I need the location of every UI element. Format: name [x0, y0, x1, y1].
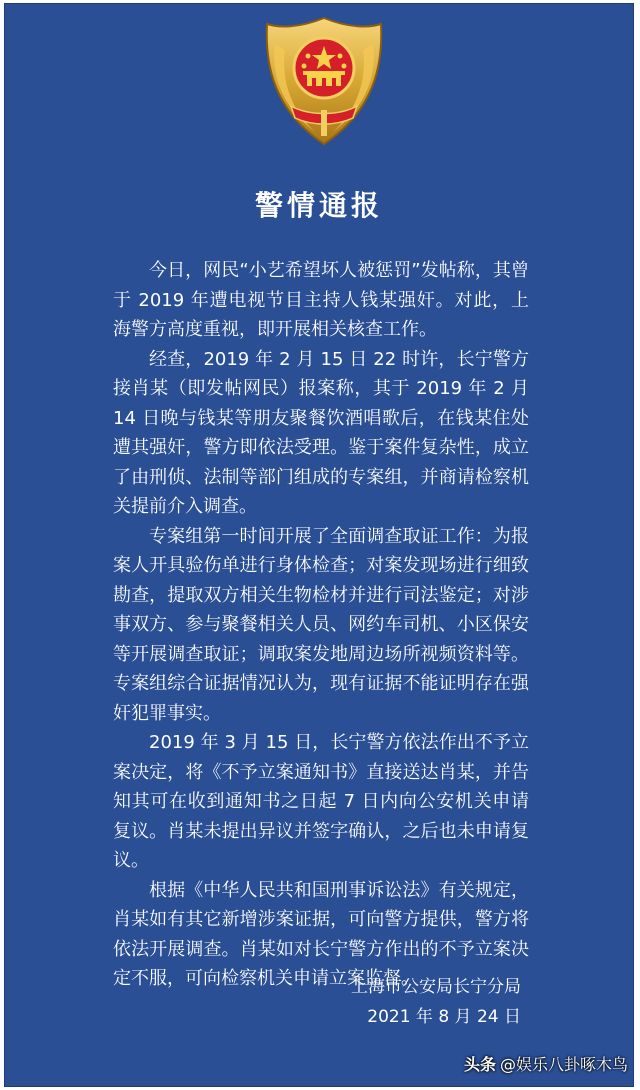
paragraph: 今日，网民“小艺希望坏人被惩罚”发帖称，其曾于 2019 年遭电视节目主持人钱某强奸。对此，上海警方高度重视，即开展相关核查工作。: [113, 260, 529, 340]
signature-block: [351, 972, 521, 1032]
notice-body: [113, 256, 529, 994]
notice-background: [4, 3, 634, 1087]
paragraph: 专案组第一时间开展了全面调查取证工作：为报案人开具验伤单进行身体检查；对案发现场进行细致勘查，提取双方相关生物检材并进行司法鉴定；对涉事双方、参与聚餐相关人员、网约车司机、小区保安等开展调查取证；调取案发地周边场所视频资料等。专案组综合证据情况认为，现有证据不能证明存在强奸犯罪事实。: [113, 525, 529, 724]
issue-date: 2021 年 8 月 24 日: [367, 1007, 521, 1027]
watermark-brand: 头条: [463, 1055, 496, 1074]
paragraph: 根据《中华人民共和国刑事诉讼法》有关规定，肖某如有其它新增涉案证据，可向警方提供，警方将依法开展调查。肖某如对长宁警方作出的不予立案决定不服，可向检察机关申请立案监督。: [113, 879, 529, 989]
paragraph: 经查，2019 年 2 月 15 日 22 时许，长宁警方接肖某（即发帖网民）报案称，其于 2019 年 2 月 14 日晚与钱某等朋友聚餐饮酒唱歌后，在钱某住处遭其强奸，警方即依法受理。鉴于案件复杂性，成立了由刑侦、法制等部门组成的专案组，并商请检察机关提前介入调查。: [113, 348, 529, 517]
notice-title: 警情通报: [254, 189, 383, 222]
paragraph: 2019 年 3 月 15 日，长宁警方依法作出不予立案决定，将《不予立案通知书》直接送达肖某，并告知其可在收到通知书之日起 7 日内向公安机关申请复议。肖某未提出异议并签字确认，之后也未申请复议。: [113, 732, 529, 871]
watermark-handle: @娱乐八卦啄木鸟: [499, 1055, 628, 1074]
issuing-organization: 上海市公安局长宁分局: [351, 977, 521, 997]
watermark: [464, 1052, 628, 1075]
police-emblem-icon: [257, 14, 391, 148]
